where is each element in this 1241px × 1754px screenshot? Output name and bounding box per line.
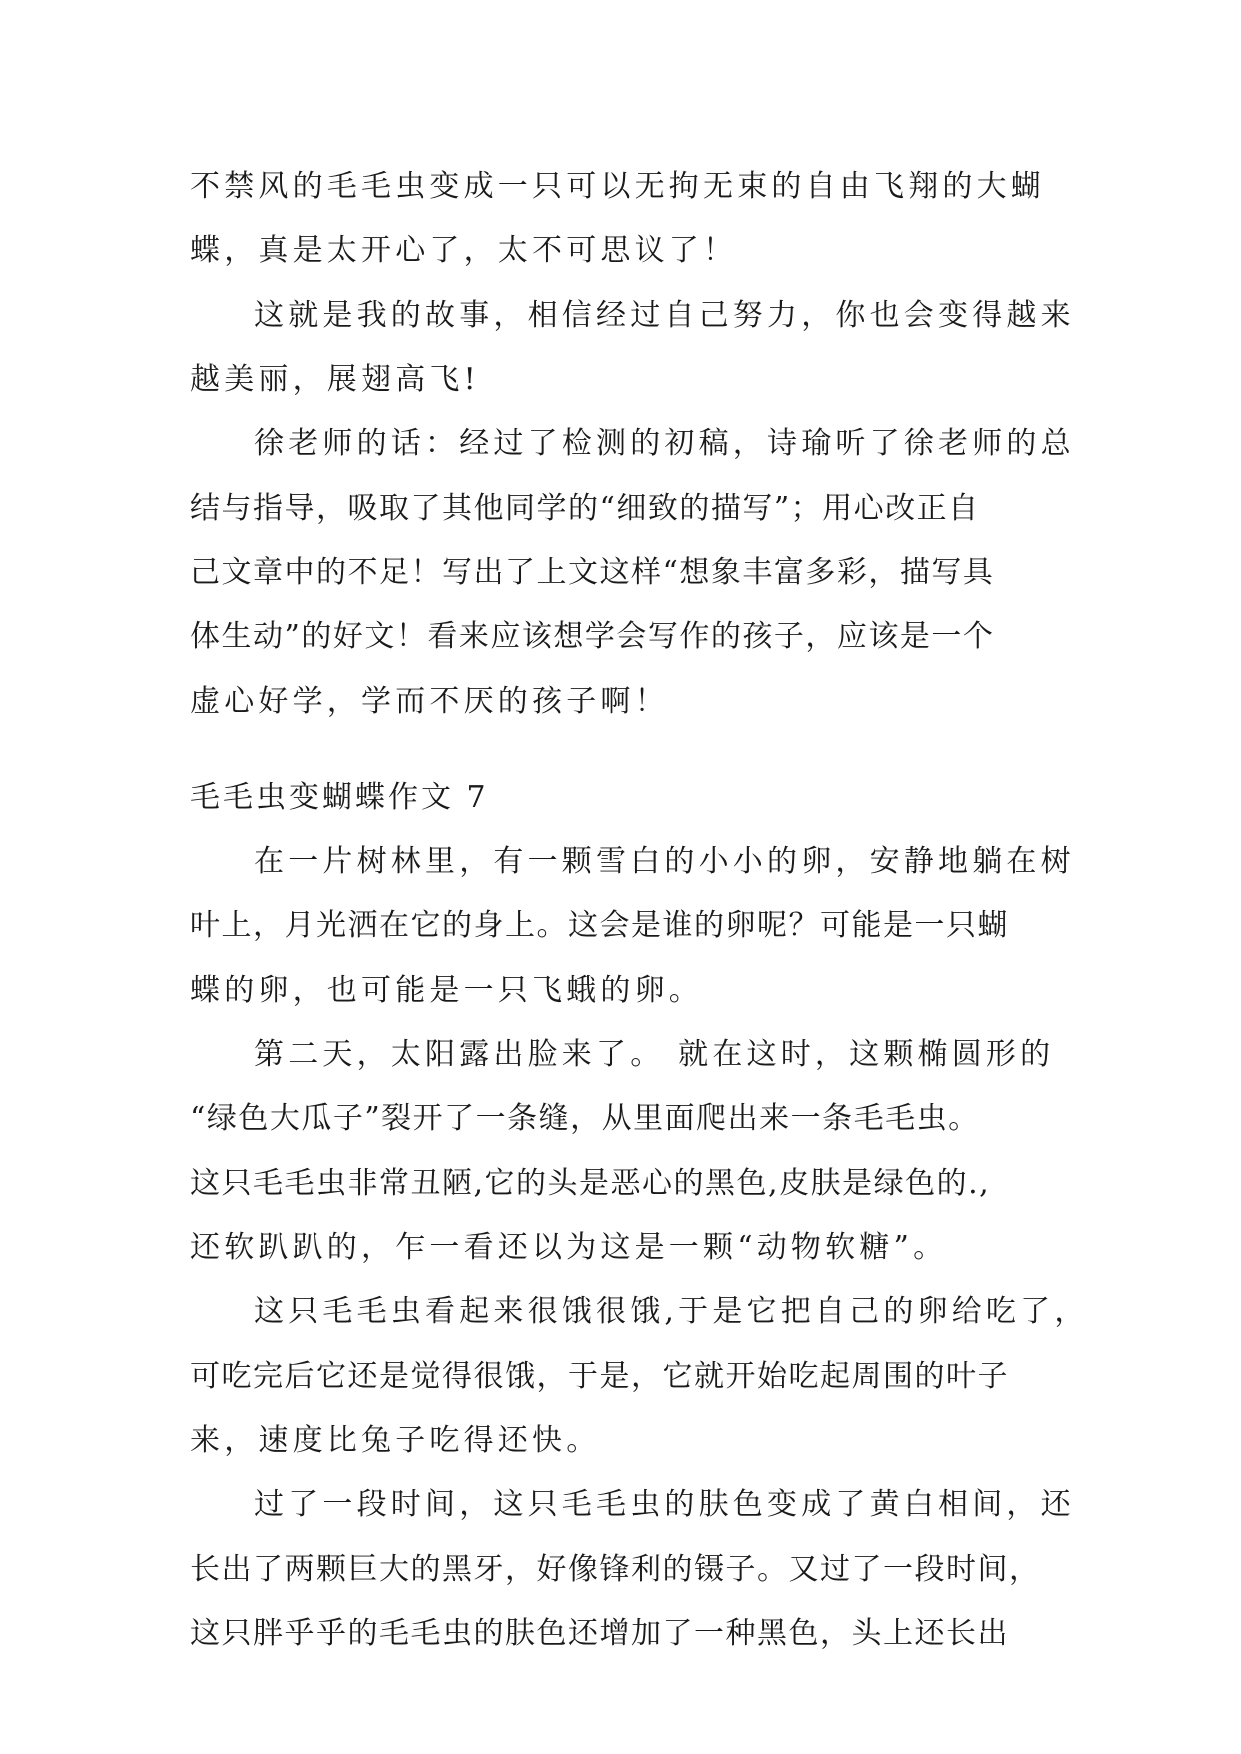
text-line: 己文章中的不足！写出了上文这样“想象丰富多彩，描写具 — [190, 555, 995, 590]
text-line: 在一片树林里，有一颗雪白的小小的卵，安静地躺在树 — [254, 844, 1075, 879]
text-line: 体生动”的好文！看来应该想学会写作的孩子，应该是一个 — [190, 619, 995, 654]
text-line: 叶上，月光洒在它的身上。这会是谁的卵呢？可能是一只蝴 — [190, 908, 1009, 943]
text-line: 结与指导，吸取了其他同学的“细致的描写”；用心改正自 — [190, 491, 980, 526]
text-line: 蝶，真是太开心了，太不可思议了！ — [190, 233, 738, 268]
text-line: 可吃完后它还是觉得很饿，于是，它就开始吃起周围的叶子 — [190, 1359, 1009, 1394]
text-line: 蝶的卵，也可能是一只飞蛾的卵。 — [190, 973, 703, 1008]
text-line: 长出了两颗巨大的黑牙，好像锋利的镊子。又过了一段时间， — [190, 1552, 1041, 1587]
text-line: 来，速度比兔子吃得还快。 — [190, 1423, 601, 1458]
text-line: 虚心好学，学而不厌的孩子啊！ — [190, 684, 669, 719]
essay-title: 毛毛虫变蝴蝶作文 7 — [190, 780, 489, 815]
text-line: 这就是我的故事，相信经过自己努力，你也会变得越来 — [254, 298, 1075, 333]
text-line: 第二天，太阳露出脸来了。 就在这时，这颗椭圆形的 — [254, 1037, 1055, 1072]
text-line: 越美丽，展翅高飞! — [190, 362, 480, 397]
text-line: 这只毛毛虫非常丑陋,它的头是恶心的黑色,皮肤是绿色的., — [190, 1166, 991, 1201]
text-line: 这只胖乎乎的毛毛虫的肤色还增加了一种黑色，头上还长出 — [190, 1616, 1009, 1651]
text-line: 还软趴趴的，乍一看还以为这是一颗“动物软糖”。 — [190, 1230, 948, 1265]
text-line: 过了一段时间，这只毛毛虫的肤色变成了黄白相间，还 — [254, 1487, 1075, 1522]
text-line: 徐老师的话：经过了检测的初稿，诗瑜听了徐老师的总 — [254, 426, 1075, 461]
text-line: “绿色大瓜子”裂开了一条缝，从里面爬出来一条毛毛虫。 — [190, 1101, 980, 1136]
text-line: 这只毛毛虫看起来很饿很饿,于是它把自己的卵给吃了， — [254, 1294, 1089, 1329]
text-line: 不禁风的毛毛虫变成一只可以无拘无束的自由飞翔的大蝴 — [190, 169, 1045, 204]
